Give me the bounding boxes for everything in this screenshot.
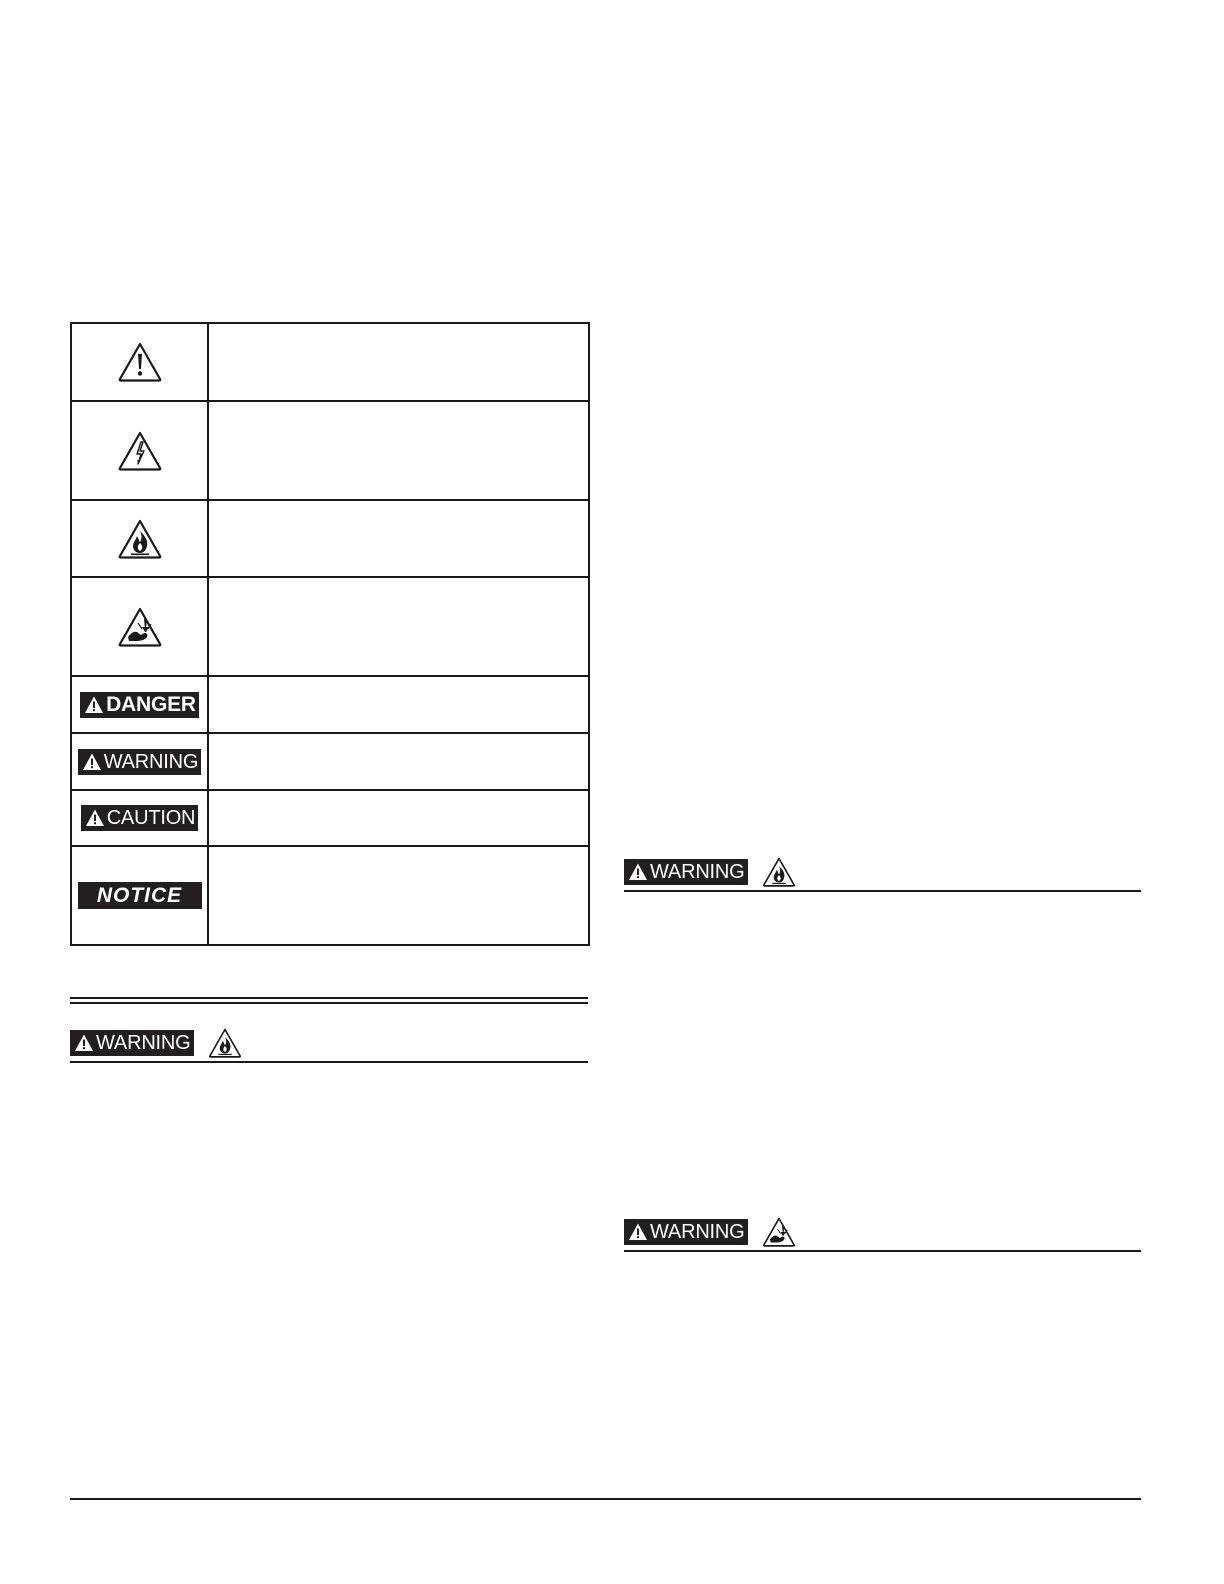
- warning-badge: [624, 1219, 748, 1245]
- table-row: [72, 791, 588, 847]
- danger-badge: [80, 692, 199, 718]
- section-divider: [70, 997, 588, 1004]
- description-cell: [209, 734, 588, 789]
- fire-hazard-icon: [118, 519, 162, 559]
- warning-triangle-icon: [628, 862, 648, 882]
- symbol-cell: [72, 734, 209, 789]
- warning-triangle-icon: [74, 1033, 94, 1053]
- symbol-cell: [72, 578, 209, 675]
- warning-triangle-icon: [84, 695, 104, 715]
- signal-word: DANGER: [106, 693, 196, 716]
- warning-header-left: [70, 1028, 588, 1063]
- symbol-cell: [72, 501, 209, 576]
- table-row: [72, 402, 588, 501]
- symbol-cell: [72, 402, 209, 499]
- signal-word: WARNING: [650, 861, 745, 883]
- signal-word: WARNING: [103, 750, 199, 773]
- warning-triangle-icon: [82, 752, 102, 772]
- warning-triangle-icon: [85, 808, 105, 828]
- warning-triangle-icon: [628, 1222, 648, 1242]
- warning-header-right-injection: [624, 1217, 1141, 1252]
- table-row: [72, 324, 588, 402]
- description-cell: [209, 324, 588, 400]
- warning-header-right-fire: [624, 857, 1141, 892]
- caution-badge: [81, 805, 199, 831]
- fire-hazard-icon: [762, 857, 796, 887]
- signal-word: WARNING: [650, 1221, 745, 1243]
- table-row: [72, 734, 588, 791]
- injection-hazard-icon: [762, 1217, 796, 1247]
- description-cell: [209, 791, 588, 845]
- signal-word: NOTICE: [96, 884, 183, 907]
- footer-rule: [70, 1498, 1141, 1500]
- safety-symbols-table: [70, 322, 590, 946]
- table-row: [72, 677, 588, 734]
- description-cell: [209, 847, 588, 944]
- general-warning-icon: [118, 342, 162, 382]
- notice-badge: [78, 882, 202, 909]
- description-cell: [209, 402, 588, 499]
- table-row: [72, 501, 588, 578]
- injection-hazard-icon: [118, 607, 162, 647]
- symbol-cell: [72, 324, 209, 400]
- signal-word: CAUTION: [106, 807, 196, 829]
- signal-word: WARNING: [96, 1032, 191, 1054]
- table-row: [72, 847, 588, 944]
- fire-hazard-icon: [208, 1028, 242, 1058]
- warning-badge: [70, 1030, 194, 1056]
- description-cell: [209, 501, 588, 576]
- description-cell: [209, 677, 588, 732]
- warning-badge: [624, 859, 748, 885]
- description-cell: [209, 578, 588, 675]
- electric-shock-icon: [118, 431, 162, 471]
- symbol-cell: [72, 677, 209, 732]
- symbol-cell: [72, 791, 209, 845]
- table-row: [72, 578, 588, 677]
- symbol-cell: [72, 847, 209, 944]
- warning-badge: [78, 749, 202, 775]
